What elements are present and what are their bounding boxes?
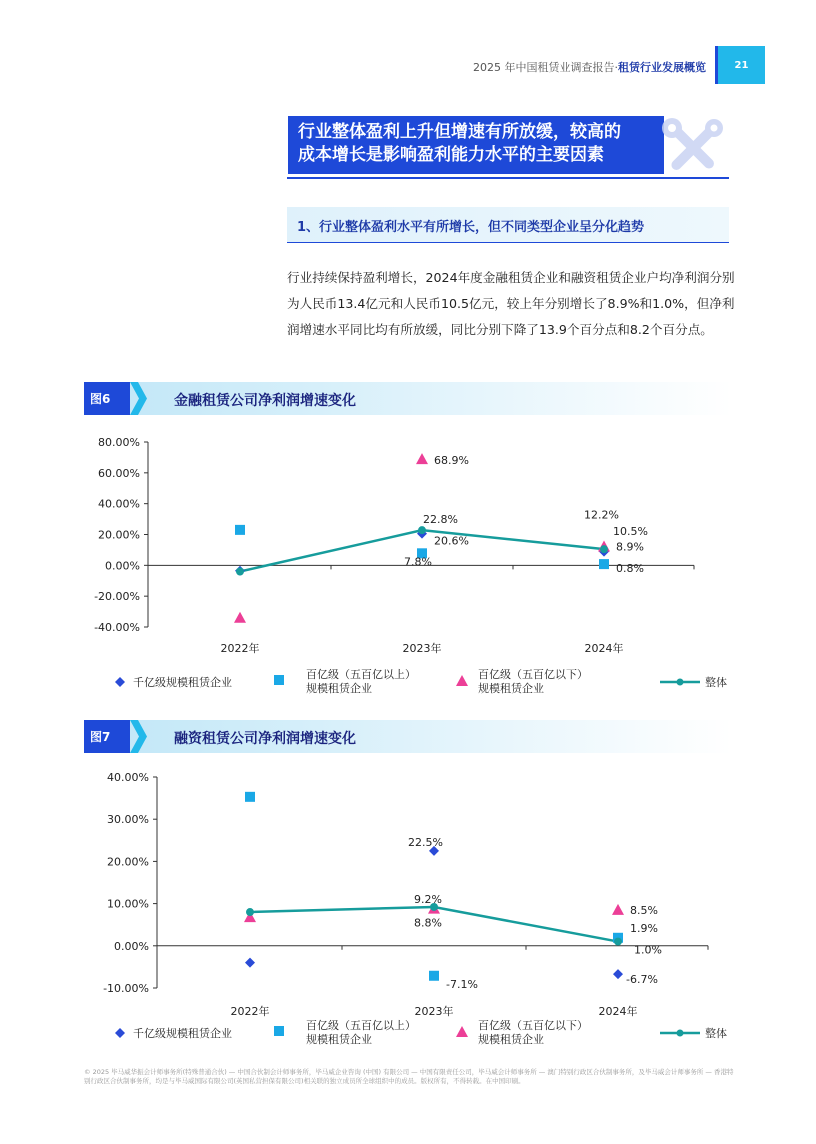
legend-label-50b-plus-line1: 百亿级（五百亿以上） bbox=[306, 1019, 416, 1032]
page-number: 21 bbox=[718, 46, 765, 84]
section-name: 租赁行业发展概览 bbox=[618, 61, 706, 74]
y-tick-label: -20.00% bbox=[94, 590, 140, 604]
figure6-title: 金融租赁公司净利润增速变化 bbox=[174, 393, 356, 409]
legend-label-50b-minus-line1: 百亿级（五百亿以下） bbox=[478, 668, 588, 681]
x-tick-label: 2023年 bbox=[414, 1005, 454, 1018]
series-1000b-data-label: 8.9% bbox=[616, 540, 644, 554]
y-tick-label: 20.00% bbox=[107, 855, 149, 869]
wrench-icon bbox=[660, 116, 724, 180]
x-tick-label: 2024年 bbox=[584, 642, 624, 655]
series-1000b-point bbox=[245, 958, 255, 968]
series-50b-plus-data-label: 0.8% bbox=[616, 562, 644, 576]
legend-marker-1000b bbox=[115, 677, 125, 687]
chevron-right-icon bbox=[130, 720, 150, 753]
series-50b-minus-data-label: 8.5% bbox=[630, 903, 658, 917]
legend-marker-1000b bbox=[115, 1028, 125, 1038]
x-tick-label: 2024年 bbox=[598, 1005, 638, 1018]
series-50b-plus-point bbox=[599, 559, 609, 569]
legend-marker-50b-minus bbox=[456, 675, 468, 686]
footer-copyright: © 2025 毕马威华振会计师事务所(特殊普通合伙) — 中国合伙制会计师事务所，毕马威企业咨询 (中国) 有限公司 — 中国有限责任公司，毕马威会计师事务所 — 澳门特别行政区合伙制事务所，及毕马威会计师事务所 — 香港特别行政区合伙制事务所，均是与毕马威国际有限公司(英国私营担保有限公司)相关联的独立成员所全球组织中的成员。版权所有，不得转载。在中国印刷。 bbox=[84, 1068, 734, 1085]
x-tick-label: 2023年 bbox=[402, 642, 442, 655]
body-paragraph: 行业持续保持盈利增长，2024年度金融租赁企业和融资租赁企业户均净利润分别为人民币13.4亿元和人民币10.5亿元，较上年分别增长了8.9%和1.0%，但净利润增速水平同比均有所放缓，同比分别下降了13.9个百分点和8.2个百分点。 bbox=[287, 270, 735, 337]
page-title-line1: 行业整体盈利上升但增速有所放缓，较高的 bbox=[298, 122, 621, 142]
series-50b-minus-point bbox=[416, 453, 428, 464]
title-underline bbox=[287, 177, 729, 179]
series-50b-plus-point bbox=[235, 525, 245, 535]
series-1000b-data-label: 22.5% bbox=[408, 835, 443, 849]
y-tick-label: 30.00% bbox=[107, 813, 149, 827]
y-tick-label: 60.00% bbox=[98, 466, 140, 480]
legend-marker-50b-minus bbox=[456, 1026, 468, 1037]
series-overall-data-label: 10.5% bbox=[613, 525, 648, 539]
series-overall-data-label: 22.8% bbox=[423, 513, 458, 527]
y-tick-label: 40.00% bbox=[98, 497, 140, 511]
series-50b-plus-data-label: 1.9% bbox=[630, 921, 658, 935]
series-overall-point bbox=[614, 938, 622, 946]
figure7-header bbox=[84, 720, 732, 753]
series-50b-minus-data-label: 12.2% bbox=[584, 508, 619, 522]
figure6-header bbox=[84, 382, 732, 415]
figure7-title: 融资租赁公司净利润增速变化 bbox=[174, 731, 356, 747]
series-overall-data-label: 1.0% bbox=[634, 943, 662, 957]
y-tick-label: -10.00% bbox=[103, 982, 149, 995]
report-name: 2025 年中国租赁业调查报告· bbox=[473, 61, 618, 74]
series-1000b-data-label: -6.7% bbox=[626, 973, 658, 987]
series-overall-data-label: 9.2% bbox=[414, 892, 442, 906]
series-overall-point bbox=[246, 908, 254, 916]
series-50b-minus-point bbox=[612, 904, 624, 915]
series-overall-point bbox=[236, 568, 244, 576]
legend-label-overall: 整体 bbox=[705, 1027, 727, 1040]
figure7-tag: 图7 bbox=[84, 720, 130, 753]
series-1000b-point bbox=[613, 969, 623, 979]
series-50b-plus-data-label: 7.8% bbox=[404, 555, 432, 569]
y-tick-label: 20.00% bbox=[98, 528, 140, 542]
page-title bbox=[288, 116, 664, 174]
legend-label-50b-plus-line2: 规模租赁企业 bbox=[306, 682, 372, 695]
legend-label-50b-minus-line2: 规模租赁企业 bbox=[478, 1033, 544, 1046]
subtitle-underline bbox=[287, 242, 729, 243]
series-50b-plus-point bbox=[429, 971, 439, 981]
legend-marker-50b-plus bbox=[274, 1026, 284, 1036]
section-subtitle: 1、行业整体盈利水平有所增长，但不同类型企业呈分化趋势 bbox=[287, 207, 729, 242]
legend-label-overall: 整体 bbox=[705, 676, 727, 689]
y-tick-label: -40.00% bbox=[94, 621, 140, 634]
y-tick-label: 0.00% bbox=[114, 939, 149, 953]
legend-label-50b-minus-line1: 百亿级（五百亿以下） bbox=[478, 1019, 588, 1032]
legend-marker-overall bbox=[677, 1030, 684, 1037]
legend-label-1000b: 千亿级规模租赁企业 bbox=[133, 1027, 232, 1040]
x-tick-label: 2022年 bbox=[230, 1005, 270, 1018]
legend-label-50b-plus-line1: 百亿级（五百亿以上） bbox=[306, 668, 416, 681]
figure6-chart bbox=[0, 425, 816, 705]
figure7-chart bbox=[0, 765, 816, 1055]
series-overall-point bbox=[418, 526, 426, 534]
series-50b-minus-point bbox=[234, 612, 246, 623]
series-overall-point bbox=[600, 545, 608, 553]
legend-label-1000b: 千亿级规模租赁企业 bbox=[133, 676, 232, 689]
figure6-tag: 图6 bbox=[84, 382, 130, 415]
page-title-line2: 成本增长是影响盈利能力水平的主要因素 bbox=[298, 145, 604, 165]
legend-marker-50b-plus bbox=[274, 675, 284, 685]
y-tick-label: 80.00% bbox=[98, 436, 140, 449]
y-tick-label: 10.00% bbox=[107, 897, 149, 911]
legend-marker-overall bbox=[677, 679, 684, 686]
series-50b-plus-point bbox=[245, 792, 255, 802]
series-50b-plus-data-label: -7.1% bbox=[446, 977, 478, 991]
header-text bbox=[473, 59, 706, 75]
legend-label-50b-plus-line2: 规模租赁企业 bbox=[306, 1033, 372, 1046]
x-tick-label: 2022年 bbox=[220, 642, 260, 655]
y-tick-label: 0.00% bbox=[105, 559, 140, 573]
series-50b-minus-data-label: 68.9% bbox=[434, 454, 469, 468]
legend-label-50b-minus-line2: 规模租赁企业 bbox=[478, 682, 544, 695]
series-1000b-data-label: 20.6% bbox=[434, 534, 469, 548]
chevron-right-icon bbox=[130, 382, 150, 415]
series-50b-minus-data-label: 8.8% bbox=[414, 916, 442, 930]
y-tick-label: 40.00% bbox=[107, 771, 149, 784]
